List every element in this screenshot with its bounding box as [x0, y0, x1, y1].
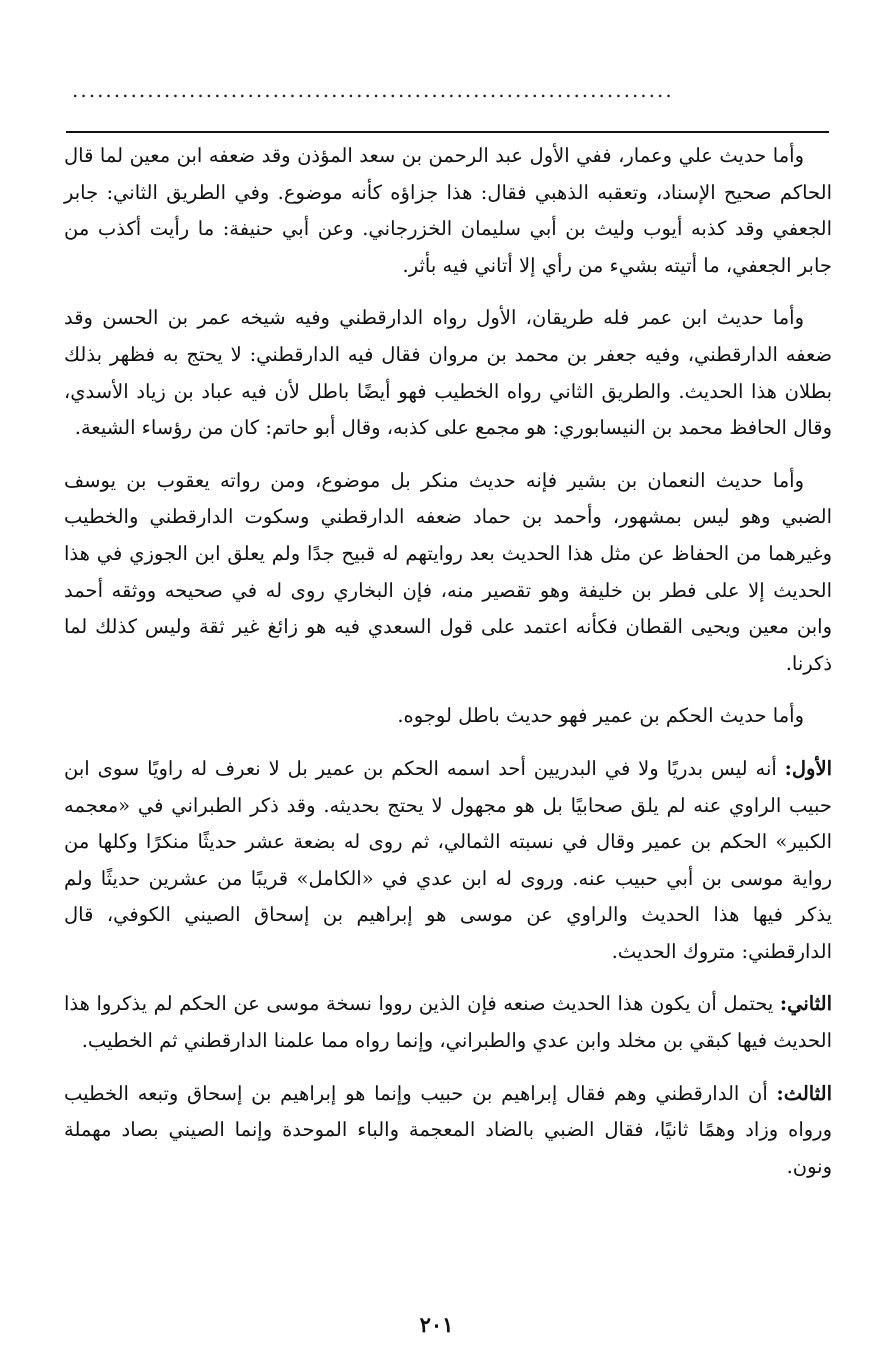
paragraph-ali-ammar [64, 138, 832, 284]
paragraph-numan-bashir [64, 463, 832, 683]
page-number: ٢٠١ [419, 1312, 454, 1337]
paragraph-text: وأما حديث النعمان بن بشير فإنه حديث منكر بل موضوع، ومن رواته يعقوب بن يوسف الضبي وهو ليس بمشهور، وأحمد بن حماد ضعفه الدارقطني وسكوت الدارقطني والخطيب وغيرهما من الحفاظ عن مثل هذا الحديث بعد روايتهم له قبيح جدًا ولم يعلق ابن الجوزي في هذا الحديث إلا على فطر بن خليفة وهو تقصير منه، فإن البخاري روى له في صحيحه ووثقه أحمد وابن معين ويحيى القطان فكأنه اعتمد على قول السعدي فيه هو زائغ غير ثقة وليس كذلك لما ذكرنا. [64, 468, 832, 675]
paragraph-text: أنه ليس بدريًا ولا في البدريين أحد اسمه الحكم بن عمير بل لا نعرف له راويًا سوى ابن حبيب الراوي عنه لم يلق صحابيًا بل هو مجهول لا يحتج بحديثه. وقد ذكر الطبراني في «معجمه الكبير» الحكم بن عمير وقال في نسبته الثمالي، ثم روى له بضعة عشر حديثًا منكرًا وكلها من رواية موسى بن أبي حبيب عنه. وروى له ابن عدي في «الكامل» قريبًا من عشرين حديثًا ولم يذكر فيها هذا الحديث والراوي عن موسى هو إبراهيم بن إسحاق الصيني الكوفي، قال الدارقطني: متروك الحديث. [64, 756, 832, 963]
header-rule [66, 131, 829, 133]
paragraph-text: يحتمل أن يكون هذا الحديث صنعه فإن الذين رووا نسخة موسى عن الحكم لم يذكروا هذا الحديث فيها كبقي بن مخلد وابن عدي والطبراني، وإنما رواه مما علمنا الدارقطني ثم الخطيب. [64, 992, 832, 1053]
page-body [64, 138, 832, 1201]
ellipsis-continuation: ........................................................................ [72, 80, 674, 100]
paragraph-text: أن الدارقطني وهم فقال إبراهيم بن حبيب وإنما هو إبراهيم بن إسحاق وتبعه الخطيب ورواه وزاد وهمًا ثانيًا، فقال الضبي بالضاد المعجمة والباء الموحدة وإنما الصيني بصاد مهملة ونون. [64, 1081, 832, 1178]
paragraph-third-reason [64, 1076, 832, 1186]
paragraph-lead: الثالث: [776, 1081, 832, 1105]
paragraph-text: وأما حديث علي وعمار، ففي الأول عبد الرحمن بن سعد المؤذن وقد ضعفه ابن معين لما قال الحاكم صحيح الإسناد، وتعقبه الذهبي فقال: هذا جزاؤه كأنه موضوع. وفي الطريق الثاني: جابر الجعفي وقد كذبه أيوب وليث بن أبي سليمان الخزرجاني. وعن أبي حنيفة: ما رأيت أكذب من جابر الجعفي، ما أتيته بشيء من رأي إلا أتاني فيه بأثر. [64, 144, 832, 277]
paragraph-ibn-umar [64, 300, 832, 446]
paragraph-text: وأما حديث ابن عمر فله طريقان، الأول رواه الدارقطني وفيه شيخه عمر بن الحسن وقد ضعفه الدارقطني، وفيه جعفر بن محمد بن مروان فقال فيه الدارقطني: لا يحتج به فظهر بذلك بطلان هذا الحديث. والطريق الثاني رواه الخطيب فهو أيضًا باطل لأن فيه عباد بن زياد الأسدي، وقال الحافظ محمد بن النيسابوري: هو مجمع على كذبه، وقال أبو حاتم: كان من رؤساء الشيعة. [64, 306, 832, 440]
paragraph-hakam-umair [64, 698, 832, 735]
paragraph-text: وأما حديث الحكم بن عمير فهو حديث باطل لوجوه. [397, 704, 804, 728]
paragraph-first-reason [64, 751, 832, 971]
paragraph-second-reason [64, 986, 832, 1059]
paragraph-lead: الثاني: [779, 992, 832, 1016]
paragraph-lead: الأول: [784, 756, 832, 780]
